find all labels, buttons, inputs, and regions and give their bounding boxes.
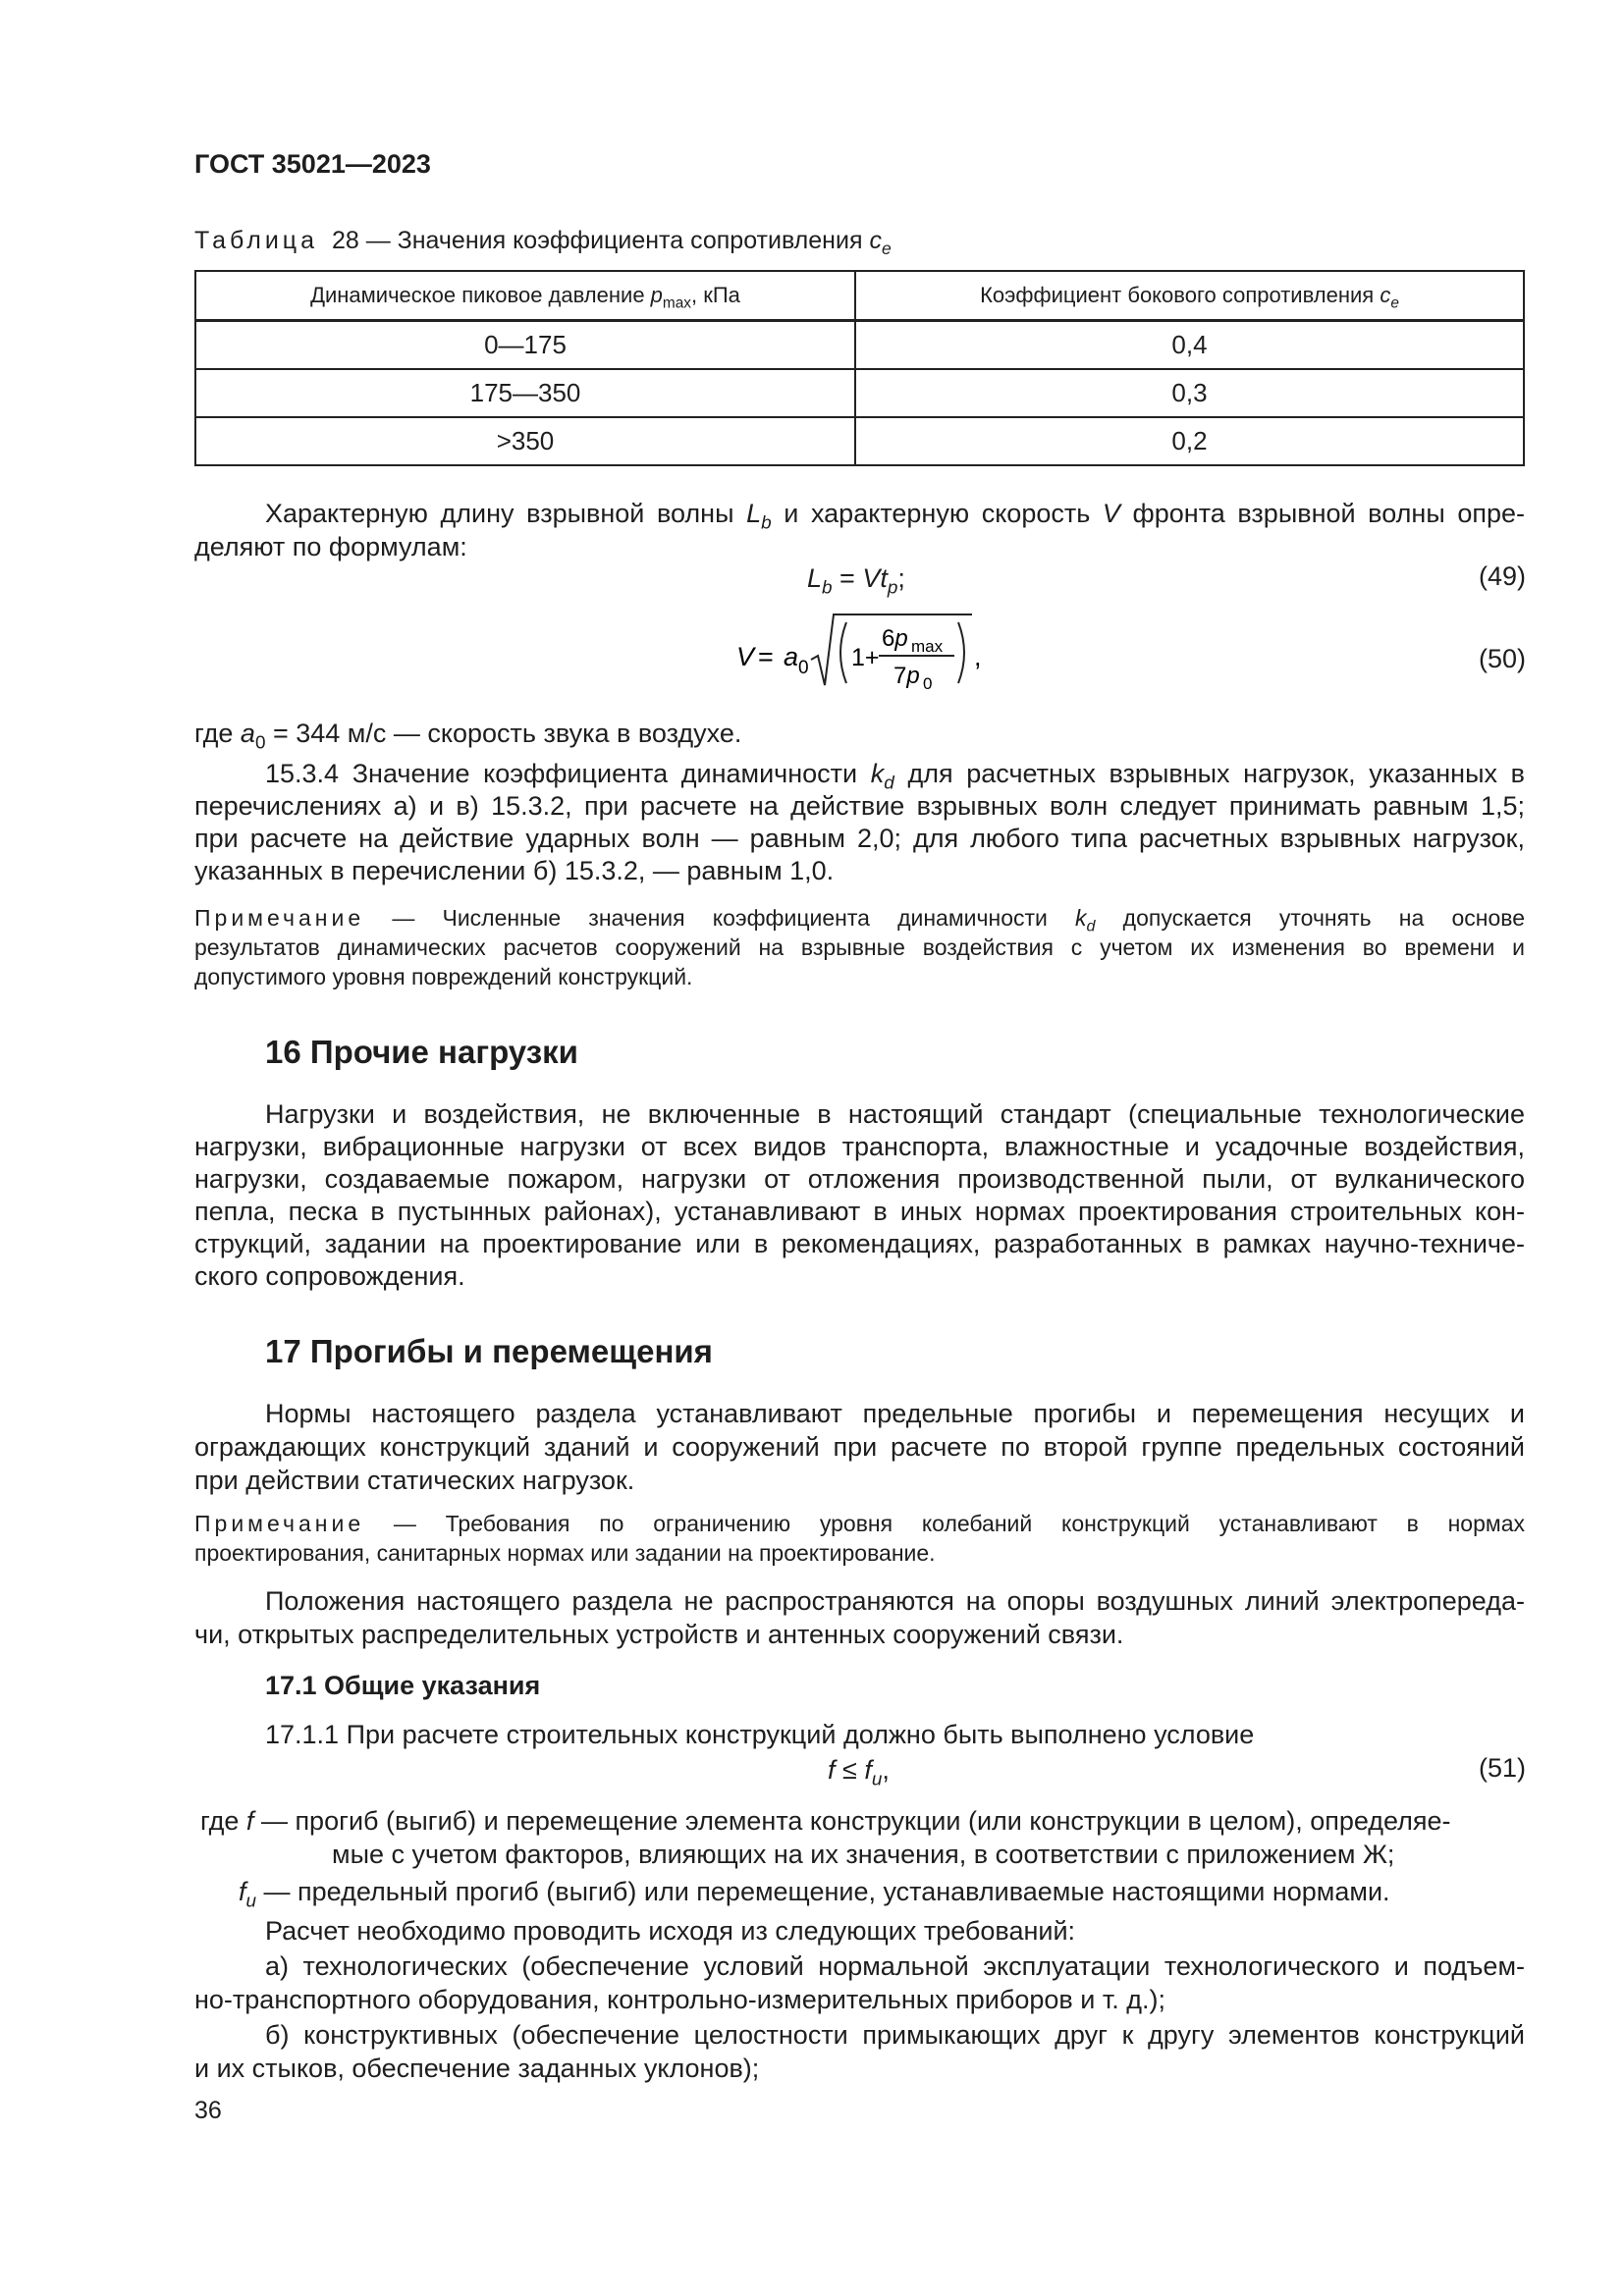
equation-49: $L_b = Vt_p$;: [807, 563, 905, 599]
item-a-line2: но-транспортного оборудования, контрольно-измерительных приборов и т. д.);: [194, 1985, 1165, 2014]
section-17-para1-line: ограждающих конструкций зданий и сооружений при расчете по второй группе предельных состояний: [194, 1432, 1525, 1462]
item-b-line1: б) конструктивных (обеспечение целостности примыкающих друг к другу элементов конструкций: [265, 2020, 1525, 2050]
section-17-heading: 17 Прогибы и перемещения: [265, 1333, 713, 1369]
subsection-17-1-heading: 17.1 Общие указания: [265, 1671, 541, 1700]
table-row: [195, 417, 1524, 465]
section-17-para1-line: Нормы настоящего раздела устанавливают предельные прогибы и перемещения несущих и: [265, 1399, 1525, 1428]
svg-text:=: =: [758, 642, 774, 671]
table-header-pressure: Динамическое пиковое давление $p_{max}$, кПа: [195, 271, 855, 321]
clause-15-3-4-line2: перечислениях а) и в) 15.3.2, при расчете на действие взрывных волн следует принимать равным 1,5;: [194, 791, 1525, 821]
where-fu-line: $f_u$ — предельный прогиб (выгиб) или перемещение, устанавливаемые настоящими нормами.: [239, 1877, 1390, 1912]
svg-text:V: V: [736, 642, 755, 671]
table-cell-range: 175—350: [195, 369, 855, 417]
table-row: [195, 369, 1524, 417]
note-2-line1: Примечание — Требования по ограничению уровня колебаний конструкций устанавливают в нормах: [194, 1511, 1525, 1536]
note-1-line1: Примечание — Численные значения коэффициента динамичности $k_d$ допускается уточнять на основе: [194, 905, 1525, 935]
equation-49-number: (49): [1478, 561, 1526, 591]
table-cell-value: 0,3: [855, 369, 1524, 417]
section-16-line: Нагрузки и воздействия, не включенные в настоящий стандарт (специальные технологические: [265, 1099, 1525, 1129]
section-17-para1-line: при действии статических нагрузок.: [194, 1466, 635, 1495]
table-cell-value: 0,4: [855, 321, 1524, 370]
section-16-line: струкций, задании на проектирование или в рекомендациях, разработанных в рамках научно-техниче-: [194, 1229, 1525, 1258]
table-header-row: [195, 271, 1524, 321]
svg-text:6p: 6p: [882, 625, 908, 652]
clause-15-3-4-line1: 15.3.4 Значение коэффициента динамичности $k_d$ для расчетных взрывных нагрузок, указанных в: [265, 759, 1525, 794]
svg-text:0: 0: [798, 658, 809, 678]
section-16-heading: 16 Прочие нагрузки: [265, 1034, 578, 1070]
equation-50-formula: [736, 609, 992, 697]
table-header-coefficient: Коэффициент бокового сопротивления $c_e$: [855, 271, 1524, 321]
table-caption-text: 28 — Значения коэффициента сопротивления: [331, 227, 870, 254]
section-16-line: нагрузки, создаваемые пожаром, нагрузки от отложения производственной пыли, от вулканического: [194, 1164, 1525, 1194]
section-16-line: нагрузки, вибрационные нагрузки от всех видов транспорта, влажностные и усадочные воздействия,: [194, 1132, 1525, 1161]
clause-15-3-4-line3: при расчете на действие ударных волн — равным 2,0; для любого типа расчетных взрывных нагрузок,: [194, 824, 1525, 853]
svg-text:,: ,: [974, 642, 982, 671]
section-17-para2-line: Положения настоящего раздела не распространяются на опоры воздушных линий электропереда-: [265, 1586, 1525, 1616]
calc-requirements: Расчет необходимо проводить исходя из следующих требований:: [265, 1916, 1076, 1946]
svg-text:7p: 7p: [893, 663, 920, 689]
wave-paragraph-line1: Характерную длину взрывной волны $L_b$ и характерную скорость V фронта взрывной волны опре-: [265, 499, 1525, 534]
symbol-c: c: [869, 227, 882, 254]
svg-text:a: a: [784, 642, 799, 671]
equation-50-number: (50): [1478, 644, 1526, 673]
page-number: 36: [194, 2097, 222, 2124]
table-row: [195, 321, 1524, 370]
document-header: ГОСТ 35021—2023: [194, 149, 431, 179]
svg-text:1+: 1+: [851, 644, 880, 671]
symbol-sub-e: e: [881, 239, 892, 259]
equation-51-number: (51): [1478, 1753, 1526, 1783]
section-16-line: пепла, песка в пустынных районах), устанавливают в иных нормах проектирования строительных кон-: [194, 1197, 1525, 1226]
clause-17-1-1: 17.1.1 При расчете строительных конструкций должно быть выполнено условие: [265, 1720, 1255, 1749]
item-a-line1: а) технологических (обеспечение условий нормальной эксплуатации технологического и подъем-: [265, 1951, 1525, 1981]
svg-text:0: 0: [923, 674, 933, 693]
note-1-line3: допустимого уровня повреждений конструкций.: [194, 964, 693, 989]
svg-text:max: max: [911, 637, 944, 656]
table-caption-label: Таблица: [194, 227, 319, 254]
table-cell-range: >350: [195, 417, 855, 465]
equation-50: [736, 609, 992, 697]
wave-paragraph-line2: деляют по формулам:: [194, 532, 467, 561]
note-2-line2: проектирования, санитарных нормах или задании на проектирование.: [194, 1540, 936, 1566]
table-caption: [194, 224, 892, 257]
section-16-line: ского сопровождения.: [194, 1261, 465, 1291]
where-a0-line: где $a_0 = 344$ м/с — скорость звука в воздухе.: [194, 719, 742, 754]
table-cell-value: 0,2: [855, 417, 1524, 465]
section-17-para2-line: чи, открытых распределительных устройств и антенных сооружений связи.: [194, 1620, 1124, 1649]
where-f-line2: мые с учетом факторов, влияющих на их значения, в соответствии с приложением Ж;: [332, 1840, 1395, 1869]
clause-15-3-4-line4: указанных в перечислении б) 15.3.2, — равным 1,0.: [194, 856, 835, 885]
item-b-line2: и их стыков, обеспечение заданных уклонов);: [194, 2054, 760, 2083]
equation-51: $f \le f_u$,: [828, 1755, 890, 1790]
resistance-coefficient-table: [194, 270, 1525, 466]
where-f-line1: где f — прогиб (выгиб) и перемещение элемента конструкции (или конструкции в целом), определяе-: [200, 1806, 1451, 1836]
note-1-line2: результатов динамических расчетов сооружений на взрывные воздействия с учетом их изменения во времени и: [194, 934, 1525, 960]
table-cell-range: 0—175: [195, 321, 855, 370]
